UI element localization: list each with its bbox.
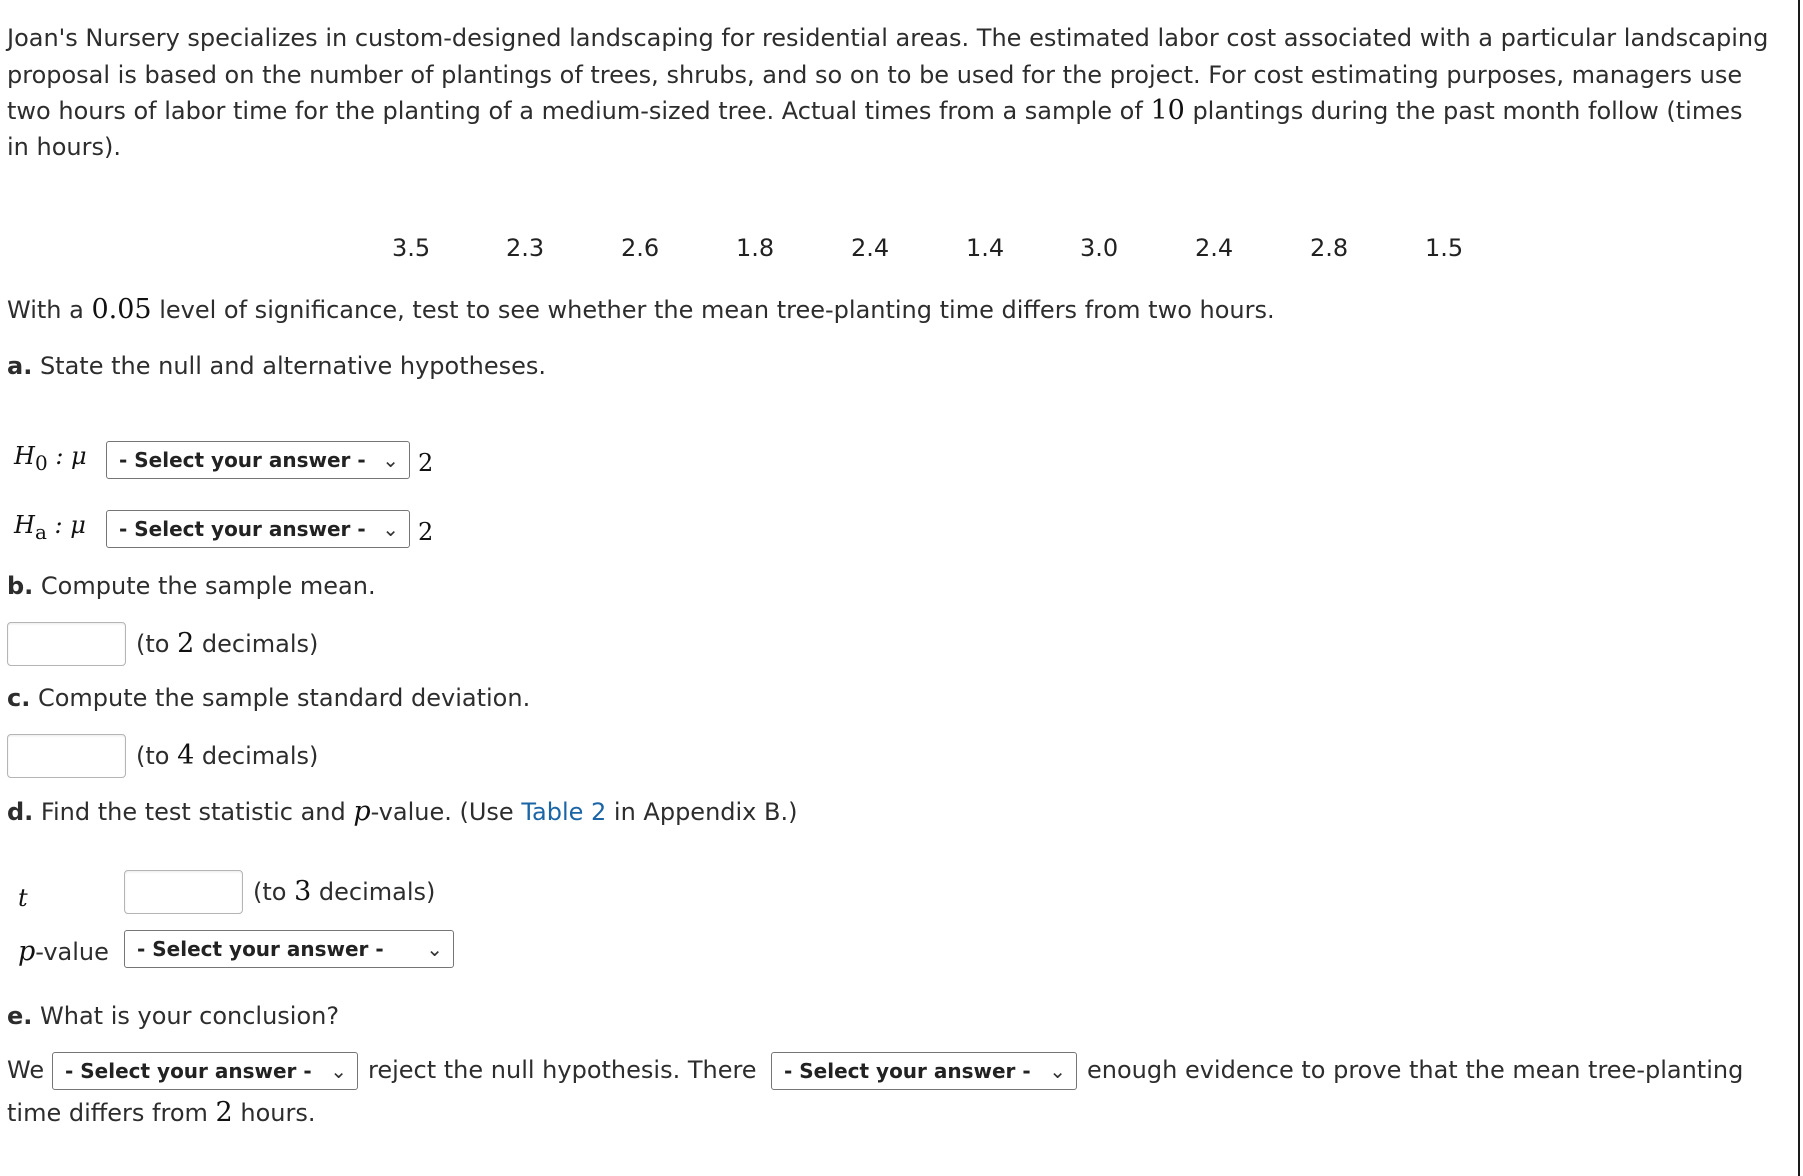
part-d-prompt: d. Find the test statistic and p-value. (Use Table 2 in Appendix B.) bbox=[7, 796, 798, 827]
intro-line-2: proposal is based on the number of plantings of trees, shrubs, and so on to be used for the project. For cost estimating purposes, managers use bbox=[7, 61, 1743, 89]
ha-value: 2 bbox=[418, 518, 434, 546]
conclusion-end-text: enough evidence to prove that the mean tree-planting bbox=[1087, 1056, 1744, 1084]
h0-label: $H_0$ : μ bbox=[14, 442, 87, 475]
evidence-select[interactable]: - Select your answer - ⌄ bbox=[771, 1052, 1077, 1090]
conclusion-line-2: time differs from 2 hours. bbox=[7, 1097, 316, 1128]
ha-operator-select[interactable]: - Select your answer - ⌄ bbox=[106, 510, 410, 548]
data-value: 2.4 bbox=[851, 234, 890, 262]
p-value-select[interactable]: - Select your answer - ⌄ bbox=[124, 930, 454, 968]
h0-value: 2 bbox=[418, 449, 434, 477]
data-values-row bbox=[0, 230, 1500, 264]
conclusion-we: We bbox=[7, 1056, 45, 1084]
reject-decision-select[interactable]: - Select your answer - ⌄ bbox=[52, 1052, 358, 1090]
part-b-hint: (to 2 decimals) bbox=[136, 628, 319, 659]
conclusion-mid-text: reject the null hypothesis. There bbox=[368, 1056, 757, 1084]
data-value: 2.6 bbox=[621, 234, 660, 262]
chevron-down-icon: ⌄ bbox=[382, 517, 399, 541]
part-c-hint: (to 4 decimals) bbox=[136, 740, 319, 771]
table-2-link[interactable]: Table 2 bbox=[521, 798, 607, 826]
intro-line-4: in hours). bbox=[7, 133, 121, 161]
data-value: 1.4 bbox=[966, 234, 1005, 262]
page-right-border bbox=[1798, 0, 1800, 1176]
sample-size: 10 bbox=[1150, 95, 1185, 126]
alpha-value: 0.05 bbox=[91, 294, 152, 325]
intro-line-1: Joan's Nursery specializes in custom-designed landscaping for residential areas. The estimated labor cost associated with a particular landscaping bbox=[7, 24, 1769, 52]
sample-std-dev-input[interactable] bbox=[7, 734, 126, 778]
part-d-hint: (to 3 decimals) bbox=[253, 876, 436, 907]
significance-text: With a 0.05 level of significance, test to see whether the mean tree-planting time differs from two hours. bbox=[7, 294, 1275, 325]
sample-mean-input[interactable] bbox=[7, 622, 126, 666]
p-value-label: p-value bbox=[18, 936, 109, 967]
chevron-down-icon: ⌄ bbox=[330, 1059, 347, 1083]
part-e-prompt: e. What is your conclusion? bbox=[7, 1002, 340, 1030]
part-b-prompt: b. Compute the sample mean. bbox=[7, 572, 376, 600]
test-statistic-input[interactable] bbox=[124, 870, 243, 914]
chevron-down-icon: ⌄ bbox=[1049, 1059, 1066, 1083]
chevron-down-icon: ⌄ bbox=[382, 448, 399, 472]
data-value: 2.3 bbox=[506, 234, 545, 262]
t-label: t bbox=[18, 884, 28, 912]
data-value: 2.4 bbox=[1195, 234, 1234, 262]
h0-operator-select[interactable]: - Select your answer - ⌄ bbox=[106, 441, 410, 479]
data-value: 1.8 bbox=[736, 234, 775, 262]
intro-line-3: two hours of labor time for the planting of a medium-sized tree. Actual times from a sample of 10 plantings during the past month follow (times bbox=[7, 95, 1743, 126]
ha-label: $H_a$ : μ bbox=[14, 511, 86, 544]
part-a-prompt: a. State the null and alternative hypotheses. bbox=[7, 352, 546, 380]
data-value: 2.8 bbox=[1310, 234, 1349, 262]
data-value: 1.5 bbox=[1425, 234, 1464, 262]
data-value: 3.5 bbox=[392, 234, 431, 262]
part-c-prompt: c. Compute the sample standard deviation. bbox=[7, 684, 531, 712]
data-value: 3.0 bbox=[1080, 234, 1119, 262]
chevron-down-icon: ⌄ bbox=[426, 937, 443, 961]
